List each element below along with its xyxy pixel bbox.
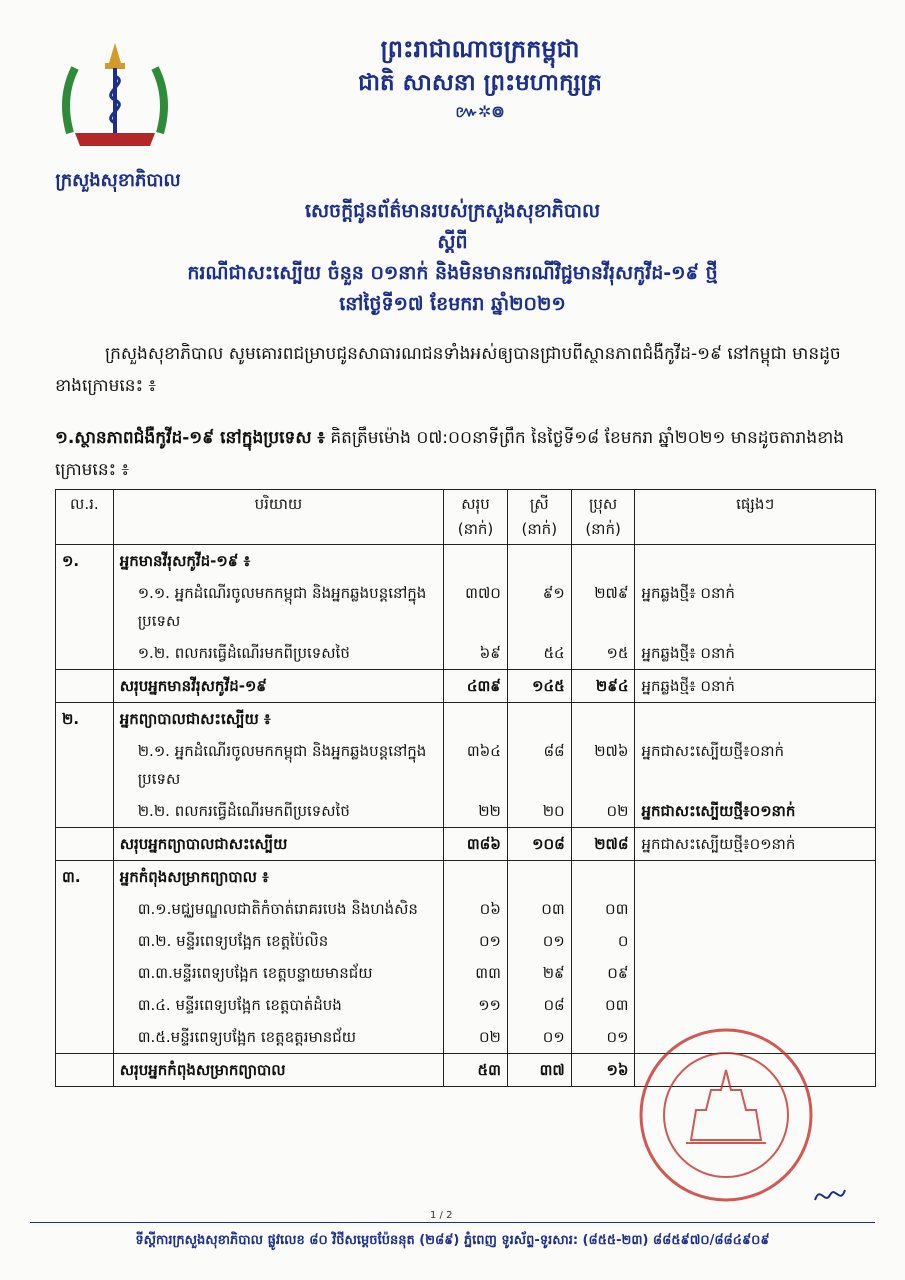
total-female: ៣៧ xyxy=(507,1054,571,1087)
header-female: ស្រី (នាក់) xyxy=(507,490,571,545)
total-male: ២៩៤ xyxy=(571,670,635,703)
group-title: អ្នកកំពុងសម្រាកព្យាបាល ៖ xyxy=(113,861,443,894)
total-value: ៣៨៦ xyxy=(444,828,508,861)
total-value: ៥៣ xyxy=(444,1054,508,1087)
table-row xyxy=(56,703,876,736)
row-female: ០១ xyxy=(507,1021,571,1054)
title-line1: សេចក្តីជូនព័ត៌មានរបស់ក្រសួងសុខាភិបាល xyxy=(304,200,601,222)
row-desc: ៣.២. មន្ទីរពេទ្យបង្អែក ខេត្តប៉ៃលិន xyxy=(113,925,443,957)
kingdom-motto-line1: ព្រះរាជាណាចក្រកម្ពុជា xyxy=(380,35,580,63)
page-number: 1 / 2 xyxy=(430,1210,453,1221)
header-male: ប្រុស (នាក់) xyxy=(571,490,635,545)
header-no: ល.រ. xyxy=(56,490,114,545)
row-male: ០១ xyxy=(571,1021,635,1054)
ornament: ៚✲៙ xyxy=(455,102,505,121)
table-row xyxy=(56,957,876,989)
row-male: ០ xyxy=(571,925,635,957)
row-desc: ៣.៣.មន្ទីរពេទ្យបង្អែក ខេត្តបន្ទាយមានជ័យ xyxy=(113,957,443,989)
table-row xyxy=(56,545,876,578)
table-row xyxy=(56,795,876,828)
row-desc: ៣.៥.មន្ទីរពេទ្យបង្អែក ខេត្តឧត្តរមានជ័យ xyxy=(113,1021,443,1054)
row-other: អ្នកជាសះស្បើយថ្មី៖០នាក់ xyxy=(635,735,876,795)
row-female: ០៣ xyxy=(507,893,571,925)
total-male: ១៦ xyxy=(571,1054,635,1087)
total-desc: សរុបអ្នកមានវីរុសកូវីដ-១៩ xyxy=(113,670,443,703)
table-total-row xyxy=(56,670,876,703)
section-1 xyxy=(55,422,855,486)
section-1-heading: ១.ស្ថានភាពជំងឺកូវីដ-១៩ នៅក្នុងប្រទេស ៖ xyxy=(55,428,325,448)
row-male: ០៣ xyxy=(571,989,635,1021)
section-1-text: គិតត្រឹមម៉ោង ០៧:០០នាទីព្រឹក នៃថ្ងៃទី១៨ ខែមករា ឆ្នាំ២០២១ មានដូចតារាងខាងក្រោមនេះ ៖ xyxy=(55,428,845,480)
table-row xyxy=(56,893,876,925)
intro-paragraph: ក្រសួងសុខាភិបាល សូមគោរពជម្រាបជូនសាធារណជនទាំងអស់ឲ្យបានជ្រាបពីស្ថានភាពជំងឺកូវីដ-១៩ នៅកម្ពុជា មានដូចខាងក្រោមនេះ ៖ xyxy=(55,344,841,396)
ministry-name: ក្រសួងសុខាភិបាល xyxy=(55,170,181,191)
row-total: ៣៧០ xyxy=(444,577,508,637)
covid-status-table xyxy=(55,489,876,1087)
official-seal-icon xyxy=(636,1025,816,1205)
row-total: ៣៦៤ xyxy=(444,735,508,795)
table-row xyxy=(56,577,876,637)
row-male: ០៣ xyxy=(571,893,635,925)
row-total: ០៦ xyxy=(444,893,508,925)
header-other: ផ្សេងៗ xyxy=(635,490,876,545)
ministry-logo-icon xyxy=(55,38,175,158)
kingdom-motto-line2: ជាតិ សាសនា ព្រះមហាក្សត្រ xyxy=(358,70,602,96)
total-other: អ្នកជាសះស្បើយថ្មី៖០១នាក់ xyxy=(635,828,876,861)
document-title xyxy=(40,196,865,320)
footer-address: ទីស្តីការក្រសួងសុខាភិបាល ផ្លូវលេខ ៨០ វិថីសម្តេចប៉ែននុត (២៨៩) ភ្នំពេញ ទូរស័ព្ទ-ទូរសារ: (៨៥៥-២៣) ៨៨៥៩៧០/៨៨៤៩០៩ xyxy=(135,1233,770,1248)
row-desc: ៣.៤. មន្ទីរពេទ្យបង្អែក ខេត្តបាត់ដំបង xyxy=(113,989,443,1021)
group-title: អ្នកមានវីរុសកូវីដ-១៩ ៖ xyxy=(113,545,443,578)
row-male: ២៧៦ xyxy=(571,735,635,795)
table-row xyxy=(56,637,876,670)
header-desc: បរិយាយ xyxy=(113,490,443,545)
total-female: ១៤៥ xyxy=(507,670,571,703)
total-desc: សរុបអ្នកកំពុងសម្រាកព្យាបាល xyxy=(113,1054,443,1087)
row-total: ៣៣ xyxy=(444,957,508,989)
row-total: ១១ xyxy=(444,989,508,1021)
row-no: ៣. xyxy=(56,861,114,894)
total-male: ២៧៨ xyxy=(571,828,635,861)
row-no: ២. xyxy=(56,703,114,736)
row-total: ០២ xyxy=(444,1021,508,1054)
row-male: ២៧៩ xyxy=(571,577,635,637)
row-other: អ្នកឆ្លងថ្មី៖ ០នាក់ xyxy=(635,637,876,670)
row-other: អ្នកឆ្លងថ្មី៖ ០នាក់ xyxy=(635,577,876,637)
row-female: ០១ xyxy=(507,925,571,957)
row-total: ០១ xyxy=(444,925,508,957)
row-desc: ២.១. អ្នកដំណើរចូលមកកម្ពុជា និងអ្នកឆ្លងបន្តនៅក្នុងប្រទេស xyxy=(113,735,443,795)
total-other: អ្នកឆ្លងថ្មី៖ ០នាក់ xyxy=(635,670,876,703)
title-line2: ស្តីពី xyxy=(437,231,468,253)
total-value: ៤៣៩ xyxy=(444,670,508,703)
signature-icon xyxy=(810,1180,850,1210)
table-header-row xyxy=(56,490,876,545)
row-female: ០៨ xyxy=(507,989,571,1021)
header-total: សរុប (នាក់) xyxy=(444,490,508,545)
row-total: ២២ xyxy=(444,795,508,828)
total-female: ១០៨ xyxy=(507,828,571,861)
row-desc: ២.២. ពលករធ្វើដំណើរមកពីប្រទេសថៃ xyxy=(113,795,443,828)
row-no: ១. xyxy=(56,545,114,578)
row-female: ២៩ xyxy=(507,957,571,989)
row-female: ៥៤ xyxy=(507,637,571,670)
group-title: អ្នកព្យាបាលជាសះស្បើយ ៖ xyxy=(113,703,443,736)
row-male: ០៩ xyxy=(571,957,635,989)
row-female: ៩១ xyxy=(507,577,571,637)
title-line4: នៅថ្ងៃទី១៧ ខែមករា ឆ្នាំ២០២១ xyxy=(339,293,566,315)
row-desc: ១.២. ពលករធ្វើដំណើរមកពីប្រទេសថៃ xyxy=(113,637,443,670)
table-row xyxy=(56,735,876,795)
table-total-row xyxy=(56,828,876,861)
kingdom-header xyxy=(330,32,630,124)
table-row xyxy=(56,925,876,957)
row-female: ៨៨ xyxy=(507,735,571,795)
table-row xyxy=(56,861,876,894)
row-female: ២០ xyxy=(507,795,571,828)
row-total: ៦៩ xyxy=(444,637,508,670)
row-desc: ១.១. អ្នកដំណើរចូលមកកម្ពុជា និងអ្នកឆ្លងបន្តនៅក្នុងប្រទេស xyxy=(113,577,443,637)
footer-divider xyxy=(30,1222,875,1223)
row-male: ០២ xyxy=(571,795,635,828)
table-row xyxy=(56,989,876,1021)
row-male: ១៥ xyxy=(571,637,635,670)
row-other: អ្នកជាសះស្បើយថ្មី៖០១នាក់ xyxy=(635,795,876,828)
total-desc: សរុបអ្នកព្យាបាលជាសះស្បើយ xyxy=(113,828,443,861)
title-line3: ករណីជាសះស្បើយ ចំនួន ០១នាក់ និងមិនមានករណីវិជ្ជមានវីរុសកូវីដ-១៩ ថ្មី xyxy=(187,262,718,284)
row-desc: ៣.១.មជ្ឈមណ្ឌលជាតិកំចាត់រោគរបេង និងហង់សិន xyxy=(113,893,443,925)
